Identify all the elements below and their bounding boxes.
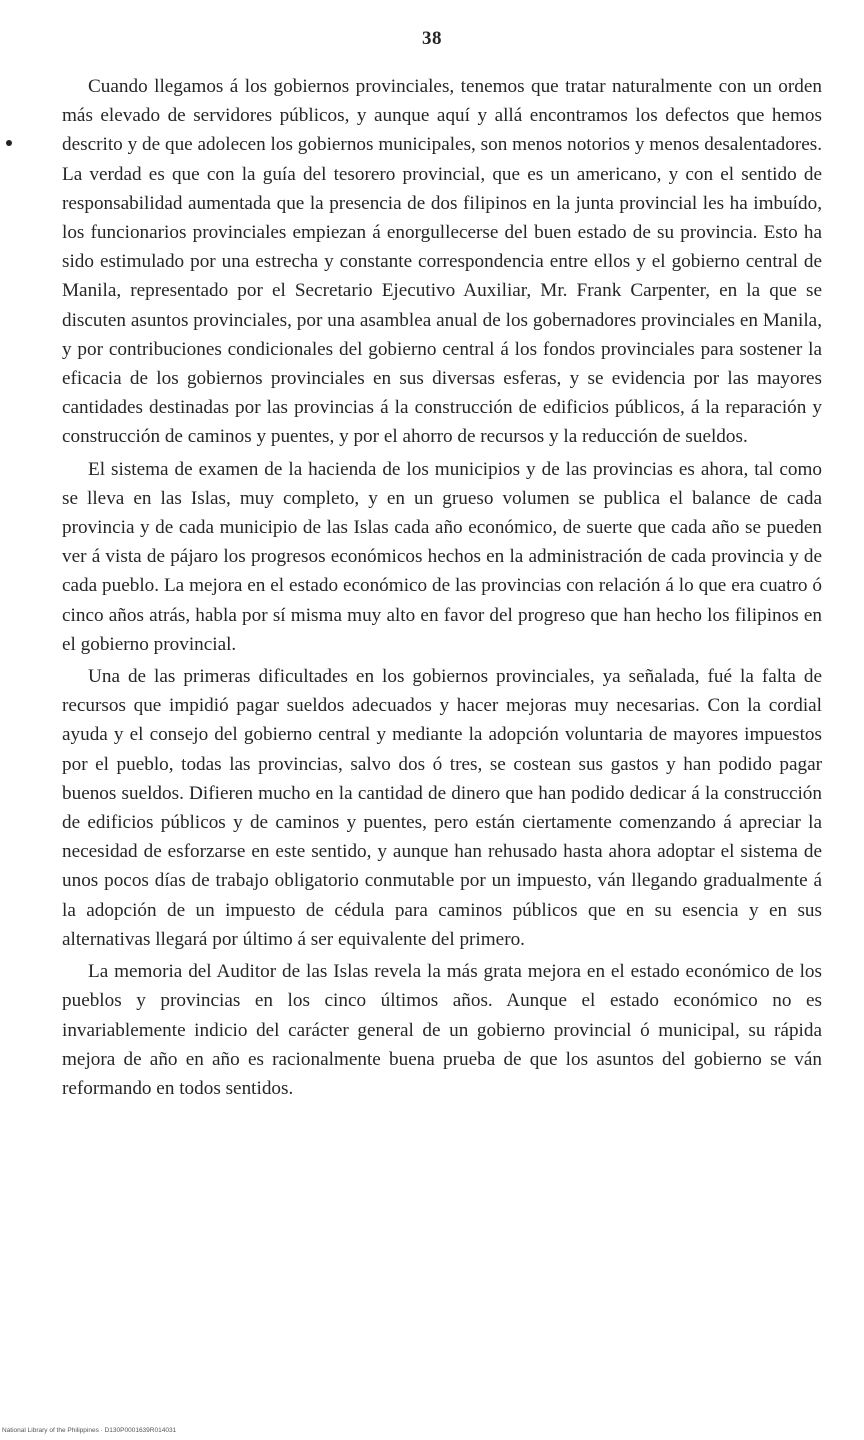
paragraph-2: El sistema de examen de la hacienda de los municipios y de las provincias es ahora, tal como se lleva en las Islas, muy completo, y en un grueso volumen se publica el balance de cada provincia y de cada municipio de las Islas cada año económico, de suerte que cada año se pueden ver á vista de pájaro los progresos económicos hechos en la administración de cada provincia y de cada pueblo. La mejora en el estado económico de las provincias con relación á lo que era cuatro ó cinco años atrás, habla por sí misma muy alto en favor del progreso que han hecho los filipinos en el gobierno provincial. (62, 458, 822, 655)
page-number: 38 (422, 28, 442, 49)
paragraph-3: Una de las primeras dificultades en los gobiernos provinciales, ya señalada, fué la falta de recursos que impidió pagar sueldos adecuados y hacer mejoras muy necesarias. Con la cordial ayuda y el consejo del gobierno central y mediante la adopción voluntaria de mayores impuestos por el pueblo, todas las provincias, salvo dos ó tres, se costean sus gastos y han podido pagar buenos sueldos. Difieren mucho en la cantidad de dinero que han podido dedicar á la construcción de edificios públicos y de caminos y puentes, pero están ciertamente comenzando á apreciar la necesidad de esforzarse en este sentido, y aunque han rehusado hasta ahora adoptar el sistema de unos pocos días de trabajo obligatorio conmutable por un impuesto, ván llegando gradualmente á la adopción de un impuesto de cédula para caminos públicos que en su esencia y en sus alternativas llegará por último á ser equivalente del primero. (62, 666, 822, 950)
margin-mark (6, 140, 12, 146)
footer-watermark: National Library of the Philippines · D130P0001639R014031 (2, 1427, 177, 1434)
paragraph-4: La memoria del Auditor de las Islas revela la más grata mejora en el estado económico de los pueblos y provincias en los cinco últimos años. Aunque el estado económico no es invariablemente indicio del carácter general de un gobierno provincial ó municipal, su rápida mejora de año en año es racionalmente buena prueba de que los asuntos del gobierno se ván reformando en todos sentidos. (62, 961, 822, 1099)
paragraph-1: Cuando llegamos á los gobiernos provinciales, tenemos que tratar naturalmente con un orden más elevado de servidores públicos, y aunque aquí y allá encontramos los defectos que hemos descrito y de que adolecen los gobiernos municipales, son menos notorios y menos desalentadores. La verdad es que con la guía del tesorero provincial, que es un americano, y con el sentido de responsabilidad aumentada que la presencia de dos filipinos en la junta provincial les ha imbuído, los funcionarios provinciales empiezan á enorgullecerse del buen estado de su provincia. Esto ha sido estimulado por una estrecha y constante correspondencia entre ellos y el gobierno central de Manila, representado por el Secretario Ejecutivo Auxiliar, Mr. Frank Carpenter, en la que se discuten asuntos provinciales, por una asamblea anual de los gobernadores provinciales en Manila, y por contribuciones condicionales del gobierno central á los fondos provinciales para sostener la eficacia de los gobiernos provinciales en sus diversas esferas, y se evidencia por las mayores cantidades destinadas por las provincias á la construcción de edificios públicos, á la reparación y construcción de caminos y puentes, y por el ahorro de recursos y la reducción de sueldos. (62, 76, 822, 448)
body-text (62, 72, 822, 1103)
